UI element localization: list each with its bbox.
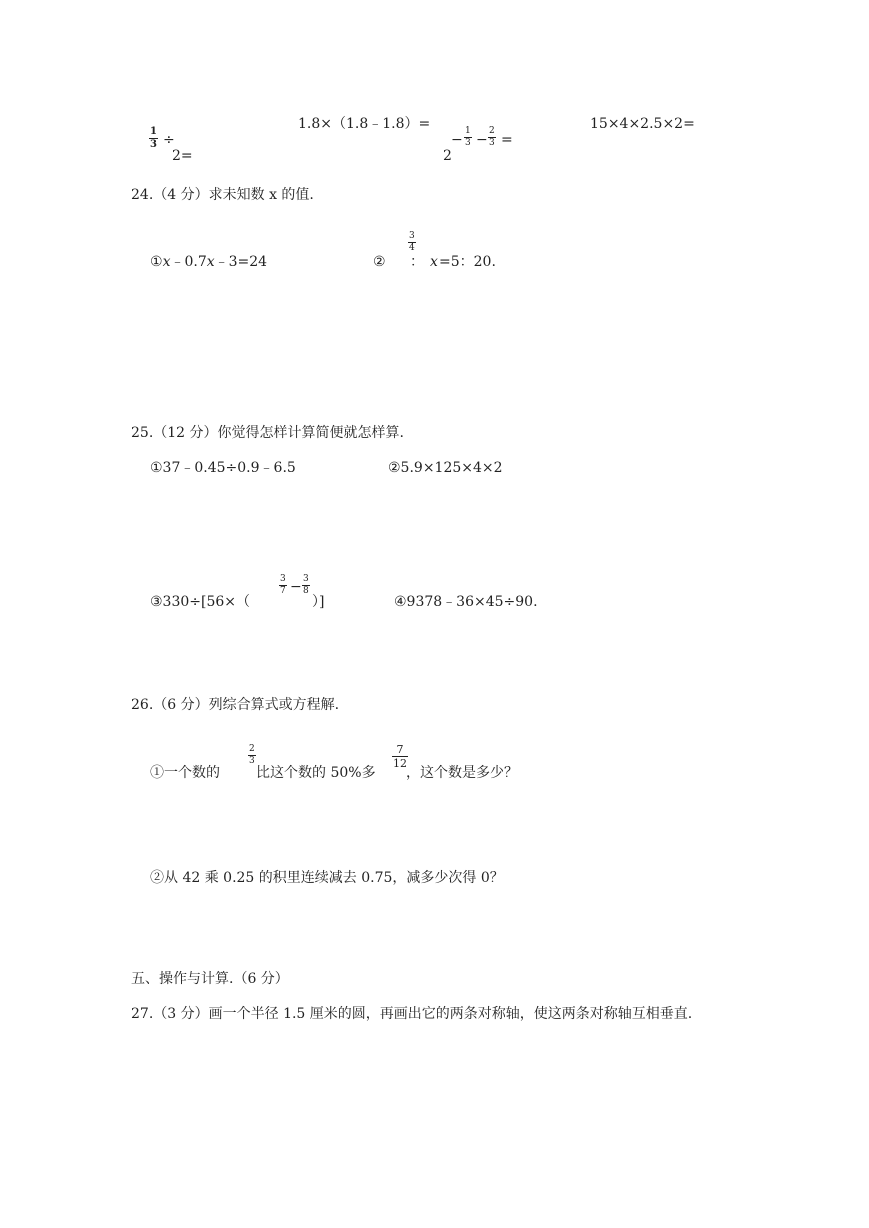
q25-title — [131, 426, 404, 440]
expression-part: ③330÷[56×（ — [150, 594, 251, 610]
section-title-text: 五、操作与计算.（6 分） — [131, 971, 289, 987]
q27-title — [131, 1007, 692, 1021]
q26-title — [131, 698, 339, 712]
question-title-text: 25.（12 分）你觉得怎样计算简便就怎样算. — [131, 425, 404, 441]
minus-sign: − — [451, 132, 463, 148]
fraction-denominator: 3 — [465, 138, 471, 148]
divide-sign: ÷ — [163, 132, 175, 148]
circled-number: ① — [150, 254, 163, 270]
expression-part: 比这个数的 50%多 — [256, 765, 376, 781]
variable-x: x — [162, 254, 171, 270]
fraction-denominator: 7 — [280, 586, 286, 596]
fraction-numerator: 1 — [150, 126, 157, 137]
fraction-denominator: 3 — [249, 756, 255, 766]
equals-sign: = — [501, 132, 513, 148]
q23-expression-b: 1.8×（1.8﹣1.8）= — [298, 116, 431, 132]
fraction-two-thirds — [248, 745, 256, 766]
q25-problem-2: ②5.9×125×4×2 — [388, 460, 503, 476]
q24-problem-1 — [150, 255, 267, 269]
fraction-numerator: 2 — [249, 744, 255, 754]
variable-x: x — [430, 254, 438, 270]
fraction-numerator: 3 — [409, 231, 415, 241]
fraction-numerator: 2 — [489, 126, 495, 136]
q24-title — [131, 188, 314, 202]
minus-sign: − — [476, 132, 488, 148]
q23-expression-d: 15×4×2.5×2= — [590, 116, 695, 132]
expression-part: ①一个数的 — [150, 765, 220, 781]
fraction-three-quarters — [408, 232, 416, 253]
fraction-one-third — [149, 127, 158, 150]
expression-part: =5：20. — [439, 254, 496, 270]
minus-sign: − — [290, 579, 302, 595]
question-title-text: 24.（4 分）求未知数 x 的值. — [131, 187, 314, 203]
fraction-denominator: 3 — [150, 139, 157, 150]
expression-c-prefix: 2 — [443, 148, 452, 164]
fraction-denominator: 4 — [409, 243, 415, 253]
expression-part: ，这个数是多少？ — [406, 765, 518, 781]
fraction-numerator: 3 — [303, 574, 309, 584]
expression-part: ﹣0.7 — [170, 254, 207, 270]
expression-part: ﹣3=24 — [214, 254, 268, 270]
fraction-three-sevenths — [279, 575, 287, 596]
fraction-numerator: 1 — [465, 126, 471, 136]
fraction-numerator: 3 — [280, 574, 286, 584]
q25-problem-1: ①37﹣0.45÷0.9﹣6.5 — [150, 460, 296, 476]
question-title-text: 26.（6 分）列综合算式或方程解. — [131, 697, 340, 713]
fraction-denominator: 3 — [489, 138, 495, 148]
circled-number: ② — [373, 254, 386, 270]
fraction-denominator: 8 — [303, 586, 309, 596]
fraction-one-third — [464, 127, 472, 148]
expression-part: ）] — [312, 594, 325, 610]
ratio-colon: ： — [410, 254, 424, 270]
section-5-title — [131, 972, 289, 986]
fraction-three-eighths — [302, 575, 310, 596]
q25-problem-4: ④9378﹣36×45÷90. — [394, 594, 538, 610]
fraction-two-thirds — [488, 127, 496, 148]
fraction-denominator: 12 — [393, 757, 407, 770]
q26-problem-2: ②从 42 乘 0.25 的积里连续减去 0.75，减多少次得 0？ — [150, 870, 504, 886]
expression-rest: 2= — [172, 148, 193, 164]
variable-x: x — [206, 254, 215, 270]
question-title-text: 27.（3 分）画一个半径 1.5 厘米的圆，再画出它的两条对称轴，使这两条对称轴互相垂直. — [131, 1006, 693, 1022]
fraction-numerator: 7 — [396, 743, 404, 756]
